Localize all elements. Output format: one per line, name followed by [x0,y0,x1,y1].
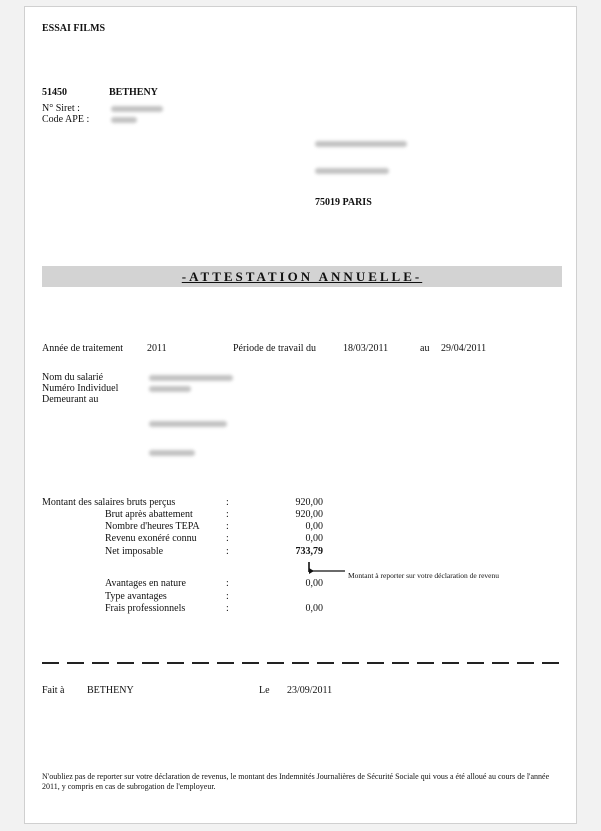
amount-colon: : [226,521,229,532]
amount-label-avantages-nature: Avantages en nature [105,578,186,589]
amount-value-net-imposable: 733,79 [295,546,323,557]
fait-a-label: Fait à [42,685,65,696]
arrow-icon [307,560,347,576]
recipient-address-redacted [315,168,389,174]
amount-value-revenu-exonere: 0,00 [305,533,323,544]
net-imposable-annotation: Montant à reporter sur votre déclaration de revenu [348,571,499,580]
employee-address-redacted [149,421,227,427]
dashed-separator [42,662,562,664]
amount-colon: : [226,603,229,614]
amount-colon: : [226,546,229,557]
amount-value-brut-abattement: 920,00 [295,509,323,520]
amount-colon: : [226,497,229,508]
period-start: 18/03/2011 [343,343,389,354]
amount-label-gross: Montant des salaires bruts perçus [42,497,176,508]
employee-number-label: Numéro Individuel [42,383,119,394]
date-label: Le [259,685,270,696]
employee-address-label: Demeurant au [42,394,99,405]
employee-name-redacted [149,375,233,381]
amount-value-heures-tepa: 0,00 [305,521,323,532]
amount-label-net-imposable: Net imposable [105,546,164,557]
amount-value-frais-pro: 0,00 [305,603,323,614]
ape-label: Code APE : [42,114,90,125]
year-value: 2011 [147,343,167,354]
amount-colon: : [226,591,229,602]
period-end: 29/04/2011 [441,343,487,354]
period-au-label: au [420,343,430,354]
amount-label-revenu-exonere: Revenu exonéré connu [105,533,197,544]
title-band [42,266,562,287]
footer-note: N'oubliez pas de reporter sur votre déclaration de revenus, le montant des Indemnités Journalières de Sécurité Sociale qui vous a été alloué au cours de l'année 2011, y compris en cas de subrogation de l'employeur. [42,772,550,791]
company-name: ESSAI FILMS [42,23,106,34]
signature-date: 23/09/2011 [287,685,333,696]
year-label: Année de traitement [42,343,124,354]
employee-number-redacted [149,386,191,392]
amount-label-type-avantages: Type avantages [105,591,167,602]
amount-colon: : [226,509,229,520]
ape-redacted [111,117,137,123]
document-page [24,6,577,824]
employee-name-label: Nom du salarié [42,372,104,383]
company-city: BETHENY [109,87,158,98]
amount-label-heures-tepa: Nombre d'heures TEPA [105,521,200,532]
amount-label-frais-pro: Frais professionnels [105,603,186,614]
employee-city-redacted [149,450,195,456]
document-title: -ATTESTATION ANNUELLE- [181,269,423,284]
siret-redacted [111,106,163,112]
work-period-label: Période de travail du [233,343,317,354]
recipient-name-redacted [315,141,407,147]
amount-colon: : [226,533,229,544]
amount-label-brut-abattement: Brut après abattement [105,509,193,520]
amount-colon: : [226,578,229,589]
fait-a-place: BETHENY [87,685,134,696]
amount-value-gross: 920,00 [295,497,323,508]
recipient-city-line: 75019 PARIS [315,197,372,208]
siret-label: N° Siret : [42,103,80,114]
company-postal-code: 51450 [42,87,67,98]
amount-value-avantages-nature: 0,00 [305,578,323,589]
